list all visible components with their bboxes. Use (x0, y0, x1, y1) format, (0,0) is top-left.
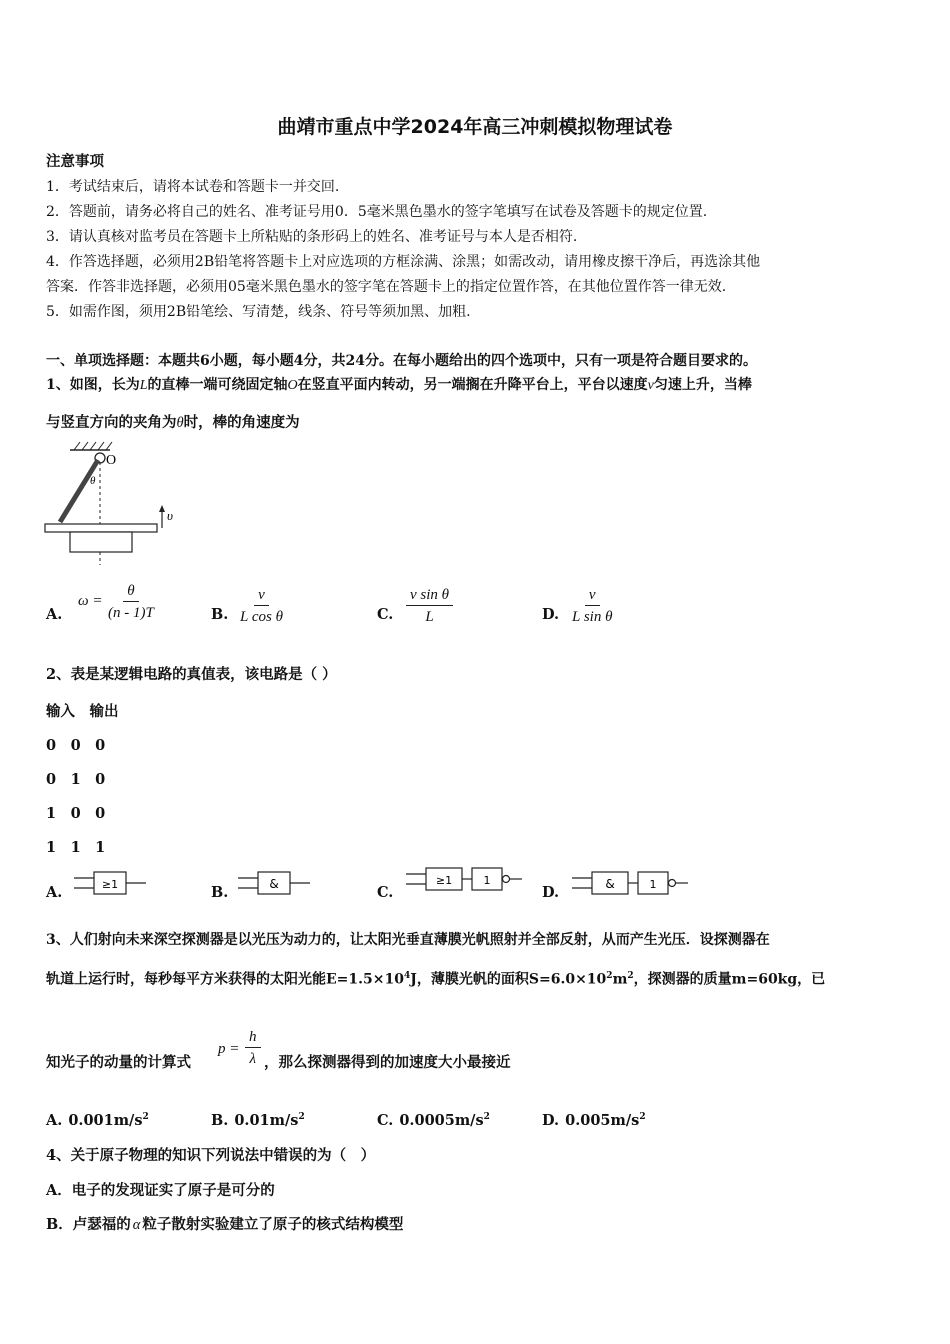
q1-option-a-lhs: ω = (78, 593, 103, 609)
symbol-L: L (139, 378, 148, 393)
gate-label-2: 1 (649, 878, 657, 891)
q3-option-b[interactable]: B. $0.01m/s^2$ (211, 1112, 305, 1129)
truth-table-row: 1 1 1 (46, 839, 106, 856)
label-v: υ (167, 508, 173, 523)
gate-label: & (269, 877, 279, 891)
q2-option-c-letter[interactable]: C. (377, 884, 394, 901)
section-heading: 一、单项选择题：本题共6小题，每小题4分，共24分。在每小题给出的四个选项中，只有一项是符合题目要求的。 (46, 353, 757, 369)
q1-option-b-formula: $\frac{v}{\text{L cos θ}}$ (240, 587, 283, 625)
momentum-lhs: p = (218, 1041, 240, 1057)
q4-option-a[interactable]: A．电子的发现证实了原子是可分的 (46, 1182, 275, 1199)
rod-platform-figure (40, 440, 190, 570)
truth-table-row: 0 0 0 (46, 737, 106, 754)
q3-stem-line2: 轨道上运行时，每秒每平方米获得的太阳光能$E=1.5\times 10^4J$，薄膜光帆的面积$S=6.0\times 10^2m^2$，探测器的质量m=60kg，已 (46, 971, 826, 988)
symbol-O: O (287, 378, 298, 393)
notice-item: 2．答题前，请务必将自己的姓名、准考证号用0．5毫米黑色墨水的签字笔填写在试卷及答题卡的规定位置. (46, 204, 708, 220)
nand-gate-icon (572, 870, 692, 896)
q4-stem: 4、关于原子物理的知识下列说法中错误的为（ ） (46, 1147, 376, 1164)
notice-heading: 注意事项 (46, 153, 104, 170)
symbol-theta: θ (176, 415, 184, 431)
and-gate-icon (238, 870, 314, 896)
q2-stem: 2、表是某逻辑电路的真值表，该电路是（ ） (46, 666, 337, 683)
gate-label-2: 1 (483, 874, 491, 887)
gate-label: & (605, 877, 615, 891)
notice-item: 4．作答选择题，必须用2B铅笔将答题卡上对应选项的方框涂满、涂黑；如需改动，请用橡皮擦干净后，再选涂其他 (46, 254, 761, 270)
truth-table-header: 输入 输出 (46, 703, 119, 720)
notice-item: 答案．作答非选择题，必须用05毫米黑色墨水的签字笔在答题卡上的指定位置作答，在其他位置作答一律无效. (46, 279, 727, 295)
q1-option-c-letter[interactable]: C. (377, 606, 394, 623)
momentum-formula: $\frac{h}{\lambda}$ (245, 1028, 261, 1068)
q1-option-d-letter[interactable]: D. (542, 606, 560, 623)
notice-item: 1．考试结束后，请将本试卷和答题卡一并交回. (46, 179, 340, 195)
q2-option-d-letter[interactable]: D. (542, 884, 560, 901)
q1-option-a-letter[interactable]: A. (46, 606, 63, 623)
q3-option-c[interactable]: C. $0.0005m/s^2$ (377, 1112, 490, 1129)
q3-stem-line3-b: ，那么探测器得到的加速度大小最接近 (264, 1054, 511, 1071)
q1-option-c-formula: $\frac{\text{v sin θ}}{L}$ (406, 586, 453, 626)
notice-item: 5．如需作图，须用2B铅笔绘、写清楚，线条、符号等须加黑、加粗. (46, 304, 471, 320)
gate-label: ≥1 (101, 878, 119, 891)
label-theta: θ (90, 475, 96, 487)
q3-stem-line1: 3、人们射向未来深空探测器是以光压为动力的，让太阳光垂直薄膜光帆照射并全部反射，从而产生光压．设探测器在 (46, 932, 770, 948)
label-o: O (106, 453, 117, 468)
symbol-v: v (647, 378, 654, 393)
q1-stem-line2: 与竖直方向的夹角为θ时，棒的角速度为 (46, 414, 300, 431)
q3-stem-line3-a: 知光子的动量的计算式 (46, 1054, 191, 1071)
q1-option-d-formula: $\frac{v}{\text{L sin θ}}$ (572, 587, 613, 625)
truth-table-row: 1 0 0 (46, 805, 106, 822)
truth-table-row: 0 1 0 (46, 771, 106, 788)
q3-option-a[interactable]: A. $0.001m/s^2$ (46, 1112, 149, 1129)
nor-gate-icon (406, 866, 526, 892)
q1-stem-line1: 1、如图，长为L的直棒一端可绕固定轴O在竖直平面内转动，另一端搁在升降平台上，平台以速度v匀速上升，当棒 (46, 377, 752, 393)
page-title: 曲靖市重点中学2024年高三冲刺模拟物理试卷 (277, 116, 673, 138)
or-gate-icon (74, 870, 150, 896)
q2-option-a-letter[interactable]: A. (46, 884, 63, 901)
q3-option-d[interactable]: D. $0.005m/s^2$ (542, 1112, 646, 1129)
q1-option-b-letter[interactable]: B. (211, 606, 229, 623)
q2-option-b-letter[interactable]: B. (211, 884, 229, 901)
q4-option-b[interactable]: B．卢瑟福的 α 粒子散射实验建立了原子的核式结构模型 (46, 1216, 404, 1233)
q1-option-a-formula: $\frac{\theta}{(n - 1)T}$ (108, 583, 154, 621)
notice-item: 3．请认真核对监考员在答题卡上所粘贴的条形码上的姓名、准考证号与本人是否相符. (46, 229, 578, 245)
gate-label: ≥1 (435, 874, 453, 887)
